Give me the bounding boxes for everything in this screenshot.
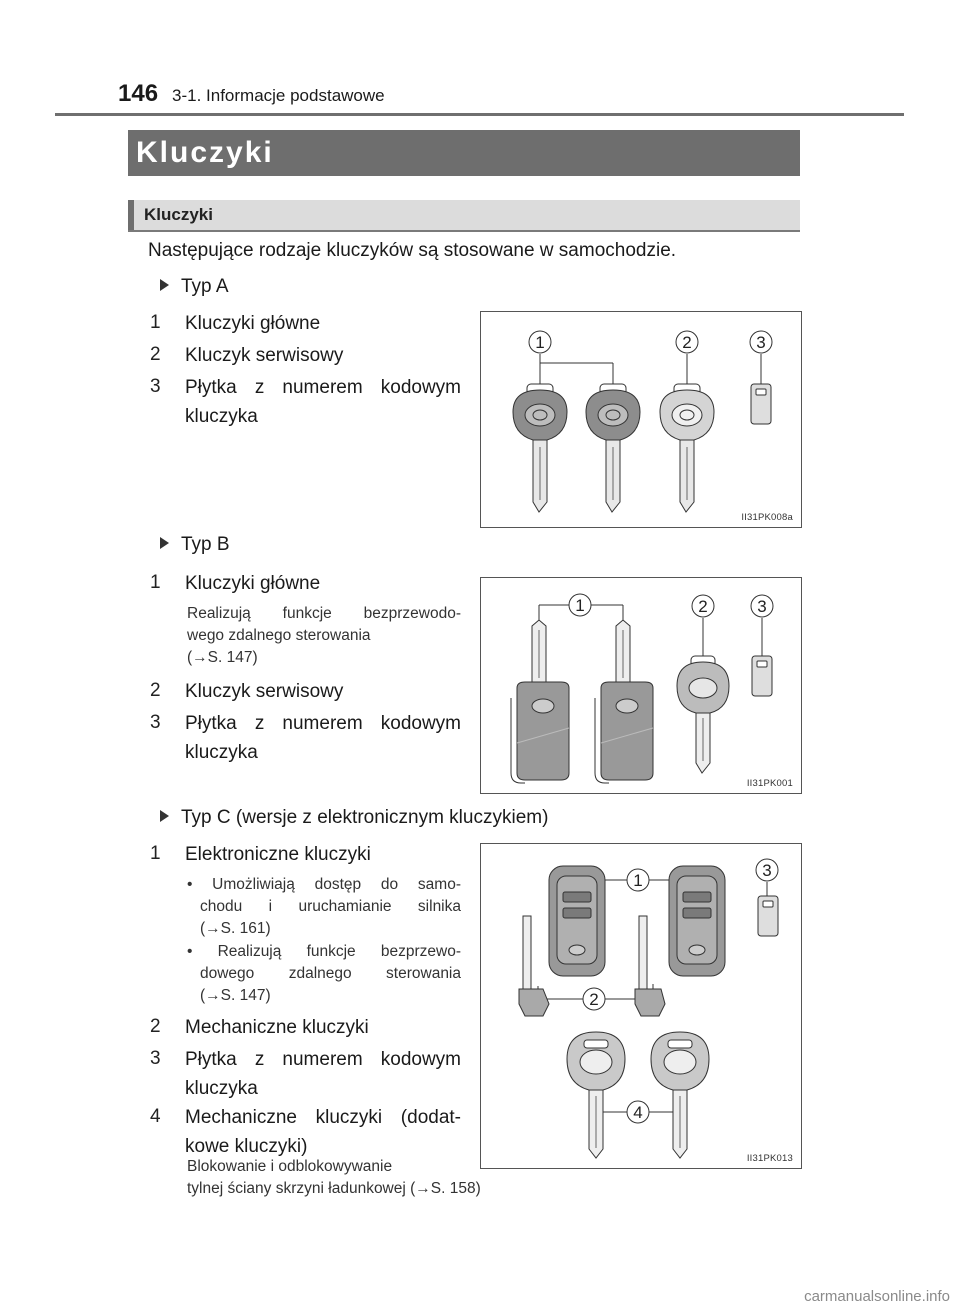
callout-3: 3 [756,333,766,352]
type-b-item-number: 1 [150,572,161,593]
master-key-icon [586,384,640,512]
type-c-heading-text: Typ C (wersje z elektronicznym kluczykiem) [181,807,549,828]
key-number-plate-icon [752,656,772,696]
service-key-icon [660,384,714,512]
type-b-item-label: Kluczyk serwisowy [185,681,344,702]
type-b-item-number: 3 [150,712,161,733]
master-key-icon [513,384,567,512]
type-b-item-label-cont: kluczyka [185,742,258,763]
type-c-bullet: • Umożliwiają dostęp do samo- [187,876,461,893]
page-number: 146 [118,80,159,107]
type-c-bullet: dowego zdalnego sterowania [200,965,461,982]
section-banner [128,130,800,176]
type-a-item-label: Kluczyki główne [185,313,321,334]
type-b-heading [160,534,230,556]
triangle-bullet-icon [160,537,169,549]
type-b-item-label: Płytka z numerem kodowym [185,713,461,734]
type-b-note: (→S. 147) [187,649,258,666]
key-illustration-type-b [481,578,801,793]
type-a-heading [160,276,229,298]
header-rule [55,113,904,116]
mechanical-key-icon [519,916,549,1016]
type-c-item-label: Mechaniczne kluczyki (dodat- [185,1107,461,1128]
watermark: carmanualsonline.info [804,1288,950,1305]
figure-code: II31PK001 [746,778,793,789]
type-c-item-label-cont: kowe kluczyki) [185,1136,308,1157]
figure-type-a [480,311,802,528]
type-c-item-label: Elektroniczne kluczyki [185,844,371,865]
remote-flip-key-icon [595,620,653,783]
type-c-bullet: (→S. 161) [200,920,271,937]
callout-2: 2 [698,597,708,616]
additional-mechanical-key-icon [651,1032,709,1158]
smart-key-icon [549,866,605,976]
type-b-item-label: Kluczyki główne [185,573,321,594]
type-c-bullet: (→S. 147) [200,987,271,1004]
callout-1: 1 [575,596,585,615]
key-illustration-type-a [481,312,801,527]
type-c-item-label-cont: kluczyka [185,1078,258,1099]
figure-type-b [480,577,802,794]
key-number-plate-icon [751,384,771,424]
type-a-item-number: 2 [150,344,161,365]
type-c-bullet: • Realizują funkcje bezprzewo- [187,943,461,960]
type-a-item-number: 3 [150,376,161,397]
intro-text: Następujące rodzaje kluczyków są stosowane w samochodzie. [148,240,677,261]
type-a-item-label: Płytka z numerem kodowym [185,377,461,398]
triangle-bullet-icon [160,279,169,291]
type-a-item-number: 1 [150,312,161,333]
type-b-note: wego zdalnego sterowania [187,627,371,644]
type-c-item-number: 1 [150,843,161,864]
type-b-note: Realizują funkcje bezprzewodo- [187,605,461,622]
type-c-note: Blokowanie i odblokowywanie [187,1158,393,1175]
callout-3: 3 [762,861,772,880]
type-c-item-number: 2 [150,1016,161,1037]
section-title: Kluczyki [136,136,274,169]
chapter-title: 3-1. Informacje podstawowe [172,86,385,105]
type-c-note: tylnej ściany skrzyni ładunkowej (→S. 158) [187,1180,481,1197]
type-c-item-label: Mechaniczne kluczyki [185,1017,369,1038]
type-c-heading [160,807,548,829]
figure-type-c [480,843,802,1169]
mechanical-key-icon [635,916,665,1016]
figure-code: II31PK013 [746,1153,793,1164]
callout-4: 4 [633,1103,643,1122]
type-c-item-label: Płytka z numerem kodowym [185,1049,461,1070]
type-b-heading-text: Typ B [181,534,230,555]
type-a-heading-text: Typ A [181,276,229,297]
type-a-item-label: Kluczyk serwisowy [185,345,344,366]
subsection-bar [128,200,800,232]
additional-mechanical-key-icon [567,1032,625,1158]
callout-2: 2 [682,333,692,352]
key-number-plate-icon [758,896,778,936]
figure-code: II31PK008a [741,512,793,523]
service-key-icon [677,656,729,773]
type-c-item-number: 4 [150,1106,161,1127]
triangle-bullet-icon [160,810,169,822]
type-b-item-number: 2 [150,680,161,701]
remote-flip-key-icon [511,620,569,783]
type-a-item-label-cont: kluczyka [185,406,258,427]
smart-key-icon [669,866,725,976]
subsection-title: Kluczyki [144,205,213,224]
key-illustration-type-c [481,844,801,1168]
callout-3: 3 [757,597,767,616]
callout-1: 1 [633,871,643,890]
subsection-accent [128,200,134,230]
callout-1: 1 [535,333,545,352]
callout-2: 2 [589,990,599,1009]
type-c-bullet: chodu i uruchamianie silnika [200,898,461,915]
type-c-item-number: 3 [150,1048,161,1069]
